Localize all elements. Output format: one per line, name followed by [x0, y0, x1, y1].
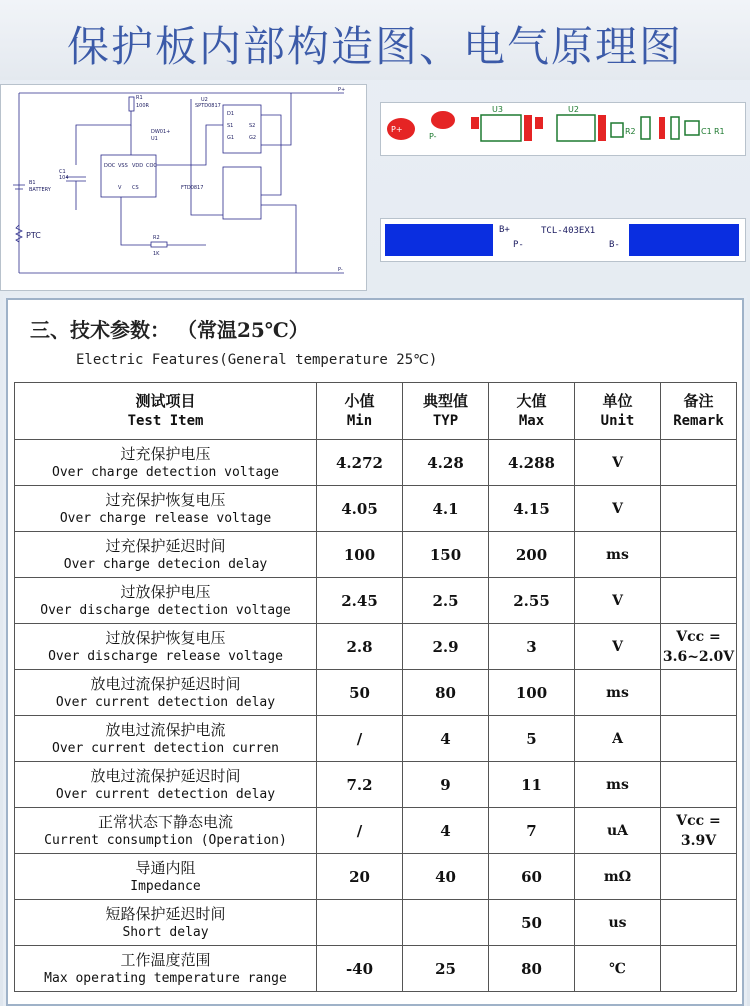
row-min: / — [317, 716, 403, 762]
row-item-cn: 正常状态下静态电流 — [97, 812, 233, 831]
pcb-bottom-pminus-label: P- — [513, 240, 524, 250]
schematic-doc-pin: DOC — [104, 163, 116, 169]
row-item-cn: 导通内阻 — [135, 858, 196, 877]
row-unit: A — [575, 716, 661, 762]
row-item-en: Over current detection curren — [52, 740, 279, 756]
header-unit: 单位 Unit — [575, 383, 661, 440]
pcb-part-label: TCL-403EX1 — [541, 226, 596, 236]
pcb-bplus-label: B+ — [499, 225, 510, 235]
schematic-battery-label: BATTERY — [29, 187, 51, 193]
row-typ — [403, 900, 489, 946]
pcb-u3-outline — [481, 115, 521, 141]
spec-table — [14, 382, 737, 992]
schematic-cs-pin: CS — [132, 185, 139, 191]
row-item-en: Over charge release voltage — [59, 510, 272, 526]
schematic-u2-label: U2 — [201, 97, 208, 103]
row-remark — [661, 532, 737, 578]
row-typ: 4.28 — [403, 440, 489, 486]
row-max: 100 — [489, 670, 575, 716]
header-typ: 典型值 TYP — [403, 383, 489, 440]
row-typ: 4 — [403, 808, 489, 854]
schematic-r2-label: R2 — [153, 235, 160, 241]
pcb-top-layout — [380, 102, 746, 156]
row-typ: 4.1 — [403, 486, 489, 532]
row-max: 80 — [489, 946, 575, 992]
row-min — [317, 900, 403, 946]
row-typ: 2.5 — [403, 578, 489, 624]
schematic-c1-value: 104 — [59, 175, 69, 181]
section-subtitle: Electric Features(General temperature 25℃) — [76, 352, 438, 368]
schematic-u3-part: FTD0817 — [181, 185, 204, 191]
row-min: / — [317, 808, 403, 854]
row-item-en: Over charge detection voltage — [52, 464, 279, 480]
row-typ: 25 — [403, 946, 489, 992]
schematic-s1-pin: S1 — [227, 123, 234, 129]
schematic-s2-pin: S2 — [249, 123, 256, 129]
table-row — [15, 532, 737, 578]
schematic-pplus-label: P+ — [338, 87, 346, 93]
spec-panel — [6, 298, 744, 1006]
row-item-cn: 放电过流保护延迟时间 — [90, 766, 241, 785]
row-item-en: Over charge detecion delay — [63, 556, 268, 572]
table-row — [15, 578, 737, 624]
table-row — [15, 854, 737, 900]
header-test-item: 测试项目 Test Item — [15, 383, 317, 440]
row-remark: Vcc = 3.6~2.0V — [661, 624, 737, 670]
row-typ: 40 — [403, 854, 489, 900]
row-item-en: Max operating temperature range — [44, 970, 287, 986]
pcb-bottom-layout — [380, 218, 746, 262]
row-max: 2.55 — [489, 578, 575, 624]
schematic-b1-label: B1 — [29, 180, 36, 186]
table-row — [15, 440, 737, 486]
schematic-r1-value: 100R — [136, 103, 150, 109]
row-item-cn: 过放保护电压 — [120, 582, 211, 601]
pcb-left-pad — [385, 224, 493, 256]
row-max: 7 — [489, 808, 575, 854]
header-remark: 备注 Remark — [661, 383, 737, 440]
row-unit: V — [575, 624, 661, 670]
pcb-pminus-pad — [431, 111, 455, 129]
pcb-c1-label: C1 — [701, 127, 712, 136]
row-unit: ms — [575, 670, 661, 716]
row-remark — [661, 486, 737, 532]
schematic-u2-part: SPTD0817 — [195, 103, 221, 109]
table-row — [15, 486, 737, 532]
pcb-r2-label: R2 — [625, 127, 636, 136]
row-min: 4.272 — [317, 440, 403, 486]
row-min: 7.2 — [317, 762, 403, 808]
row-max: 200 — [489, 532, 575, 578]
row-remark — [661, 670, 737, 716]
table-header-row — [15, 383, 737, 440]
pcb-pminus-label: P- — [429, 132, 437, 141]
row-unit: uA — [575, 808, 661, 854]
page-title: 保护板内部构造图、电气原理图 — [66, 22, 683, 71]
row-unit: V — [575, 440, 661, 486]
row-item-en: Current consumption (Operation) — [44, 832, 287, 848]
row-min: 4.05 — [317, 486, 403, 532]
table-row — [15, 900, 737, 946]
schematic-vdd-pin: VDD — [132, 163, 144, 169]
row-item-cn: 短路保护延迟时间 — [105, 904, 226, 923]
row-item-cn: 过充保护电压 — [120, 444, 211, 463]
row-remark — [661, 854, 737, 900]
row-unit: us — [575, 900, 661, 946]
row-item-cn: 工作温度范围 — [120, 950, 211, 969]
schematic-pminus-label: P- — [338, 267, 343, 273]
schematic-u1-label: U1 — [151, 136, 158, 142]
table-row — [15, 670, 737, 716]
row-remark: Vcc = 3.9V — [661, 808, 737, 854]
table-row — [15, 716, 737, 762]
row-item-cn: 过充保护延迟时间 — [105, 536, 226, 555]
row-min: 2.45 — [317, 578, 403, 624]
header-max: 大值 Max — [489, 383, 575, 440]
schematic-d1-pin: D1 — [227, 111, 235, 117]
table-row — [15, 762, 737, 808]
row-unit: ms — [575, 762, 661, 808]
pcb-u2-label: U2 — [568, 105, 579, 114]
row-typ: 150 — [403, 532, 489, 578]
row-remark — [661, 762, 737, 808]
header-min: 小值 Min — [317, 383, 403, 440]
title-banner — [0, 0, 750, 80]
row-item-en: Over discharge detection voltage — [40, 602, 291, 618]
schematic-u1-part: DW01+ — [151, 129, 171, 135]
table-row — [15, 808, 737, 854]
row-min: -40 — [317, 946, 403, 992]
row-item-en: Over discharge release voltage — [48, 648, 283, 664]
schematic-diagram — [0, 84, 367, 291]
schematic-g1-pin: G1 — [227, 135, 235, 141]
row-typ: 4 — [403, 716, 489, 762]
row-item-en: Over current detection delay — [55, 786, 276, 802]
row-remark — [661, 440, 737, 486]
row-typ: 2.9 — [403, 624, 489, 670]
row-item-en: Short delay — [122, 924, 209, 940]
schematic-c1-label: C1 — [59, 169, 66, 175]
pcb-pplus-label: P+ — [391, 125, 403, 134]
row-typ: 80 — [403, 670, 489, 716]
row-item-cn: 放电过流保护延迟时间 — [90, 674, 241, 693]
row-max: 4.15 — [489, 486, 575, 532]
row-remark — [661, 946, 737, 992]
section-title: 三、技术参数： （常温25℃） — [30, 318, 309, 342]
schematic-ptc-label: PTC — [26, 231, 41, 240]
schematic-coc-pin: COC — [146, 163, 157, 169]
row-item-en: Impedance — [130, 878, 201, 894]
row-min: 100 — [317, 532, 403, 578]
pcb-u2-outline — [557, 115, 595, 141]
row-unit: V — [575, 578, 661, 624]
row-remark — [661, 716, 737, 762]
row-unit: ms — [575, 532, 661, 578]
schematic-r1-label: R1 — [136, 95, 143, 101]
row-unit: V — [575, 486, 661, 532]
table-row — [15, 946, 737, 992]
row-max: 60 — [489, 854, 575, 900]
row-unit: ℃ — [575, 946, 661, 992]
schematic-r2-value: 1K — [153, 251, 160, 257]
schematic-drawing — [1, 85, 366, 290]
table-row — [15, 624, 737, 670]
row-min: 20 — [317, 854, 403, 900]
row-max: 5 — [489, 716, 575, 762]
row-min: 2.8 — [317, 624, 403, 670]
pcb-u3-label: U3 — [492, 105, 503, 114]
row-max: 11 — [489, 762, 575, 808]
row-max: 50 — [489, 900, 575, 946]
row-item-cn: 过充保护恢复电压 — [105, 490, 226, 509]
pcb-bminus-label: B- — [609, 240, 620, 250]
row-typ: 9 — [403, 762, 489, 808]
pcb-bottom-drawing — [381, 219, 745, 261]
pcb-r1-label: R1 — [714, 127, 725, 136]
schematic-vss-pin: VSS — [118, 163, 128, 169]
row-item-cn: 放电过流保护电流 — [105, 720, 226, 739]
row-max: 3 — [489, 624, 575, 670]
row-min: 50 — [317, 670, 403, 716]
pcb-right-pad — [629, 224, 739, 256]
row-remark — [661, 900, 737, 946]
row-max: 4.288 — [489, 440, 575, 486]
schematic-g2-pin: G2 — [249, 135, 257, 141]
row-item-cn: 过放保护恢复电压 — [105, 628, 226, 647]
row-unit: mΩ — [575, 854, 661, 900]
schematic-v-pin: V — [118, 185, 122, 191]
row-remark — [661, 578, 737, 624]
pcb-top-drawing — [381, 103, 745, 155]
row-item-en: Over current detection delay — [55, 694, 276, 710]
